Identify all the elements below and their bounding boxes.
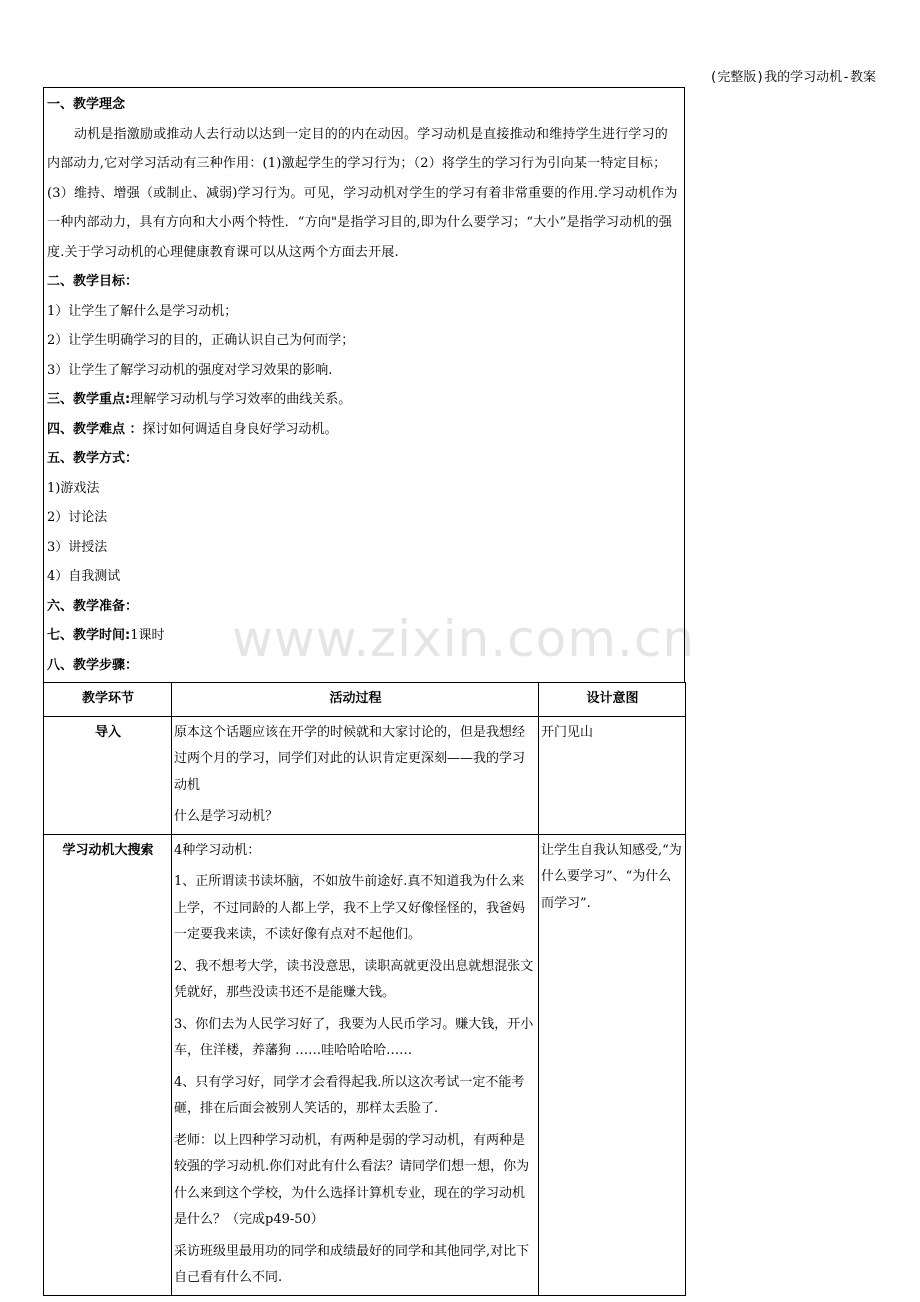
- section-4-line: [47, 415, 681, 445]
- objective-item: 3）让学生了解学习动机的强度对学习效果的影响.: [47, 362, 333, 378]
- section-6-title: 六、教学准备：: [47, 598, 139, 614]
- section-8-title: 八、教学步骤：: [47, 657, 139, 673]
- section-7-text: 1课时: [130, 628, 165, 643]
- activity-paragraph: 4种学习动机：: [174, 842, 261, 858]
- table-row: [44, 834, 686, 1295]
- section-4-title: 四、教学难点 ：: [47, 421, 143, 437]
- section-3-text: 理解学习动机与学习效率的曲线关系。: [130, 392, 352, 407]
- intent-cell: [539, 834, 686, 1295]
- objective-item: 2）让学生明确学习的目的，正确认识自己为何而学；: [47, 333, 355, 348]
- section-1-paragraph: 动机是指激励或推动人去行动以达到一定目的的内在动因。学习动机是直接推动和维持学生进行学习的内部动力,它对学习活动有三种作用：(1)激起学生的学习行为；（2）将学生的学习行为引向某一特定目标；(3）维持、增强（或制止、减弱)学习行为。可见，学习动机对学生的学习有着非常重要的作用.学习动机作为一种内部动力，具有方向和大小两个特性．“方向"是指学习目的,即为什么要学习；“大小”是指学习动机的强度.关于学习动机的心理健康教育课可以从这两个方面去开展.: [47, 126, 678, 260]
- activity-paragraph: 老师：以上四种学习动机，有两种是弱的学习动机，有两种是较强的学习动机.你们对此有什么看法？请同学们想一想，你为什么来到这个学校，为什么选择计算机专业，现在的学习动机是什么？（完成p49-50）: [174, 1132, 530, 1227]
- stage-cell: 学习动机大搜索: [44, 834, 172, 1295]
- method-item: 4）自我测试: [47, 569, 121, 584]
- activity-paragraph: 原本这个话题应该在开学的时候就和大家讨论的，但是我想经过两个月的学习，同学们对此的认识肯定更深刻——我的学习动机: [174, 724, 526, 793]
- section-7-title: 七、教学时间:: [47, 628, 131, 643]
- watermark-text: www.zixin.com.cn: [232, 610, 696, 668]
- table-row: [44, 716, 686, 834]
- method-item: 1)游戏法: [47, 480, 100, 496]
- activity-paragraph: 2、我不想考大学，读书没意思，读职高就更没出息就想混张文凭就好，那些没读书还不是能赚大钱。: [174, 958, 534, 1000]
- stage-cell: 导入: [44, 716, 172, 834]
- activity-paragraph: 什么是学习动机？: [174, 809, 279, 824]
- table-header-row: [44, 683, 686, 717]
- intent-cell: [539, 716, 686, 834]
- activity-paragraph: 采访班级里最用功的同学和成绩最好的同学和其他同学,对比下自己看有什么不同.: [174, 1243, 530, 1285]
- section-3-line: [47, 385, 681, 415]
- intent-paragraph: 让学生自我认知感受,“为什么要学习”、“为什么而学习”.: [541, 842, 682, 911]
- activity-paragraph: 4、只有学习好，同学才会看得起我.所以这次考试一定不能考砸，排在后面会被别人笑话的，那样太丢脸了.: [174, 1074, 525, 1116]
- method-item: 3）讲授法: [47, 539, 108, 555]
- section-1-title: 一、教学理念: [47, 97, 126, 112]
- header-stage: 教学环节: [44, 683, 172, 717]
- section-3-title: 三、教学重点:: [47, 392, 131, 407]
- intro-box: [43, 87, 685, 682]
- header-activity: 活动过程: [172, 683, 539, 717]
- section-4-text: 探讨如何调适自身良好学习动机。: [142, 421, 338, 437]
- section-2-title: 二、教学目标：: [47, 274, 139, 289]
- header-intent: 设计意图: [539, 683, 686, 717]
- activity-cell: [172, 834, 539, 1295]
- section-5-title: 五、教学方式：: [47, 451, 139, 466]
- section-7-line: [47, 621, 681, 651]
- activity-cell: [172, 716, 539, 834]
- intent-paragraph: 开门见山: [541, 724, 594, 740]
- activity-paragraph: 1、正所谓读书读坏脑，不如放牛前途好.真不知道我为什么来上学，不过同龄的人都上学，我不上学又好像怪怪的，我爸妈一定要我来读，不读好像有点对不起他们。: [174, 874, 526, 942]
- activity-paragraph: 3、你们去为人民学习好了，我要为人民币学习。赚大钱，开小车，住洋楼，养藩狗 ……哇哈哈哈哈……: [174, 1016, 534, 1058]
- objective-item: 1）让学生了解什么是学习动机；: [47, 303, 238, 319]
- teaching-steps-table: [43, 682, 686, 1296]
- document-header-title: (完整版)我的学习动机-教案: [709, 70, 876, 85]
- lesson-plan-page: [43, 87, 685, 1296]
- method-item: 2）讨论法: [47, 510, 108, 525]
